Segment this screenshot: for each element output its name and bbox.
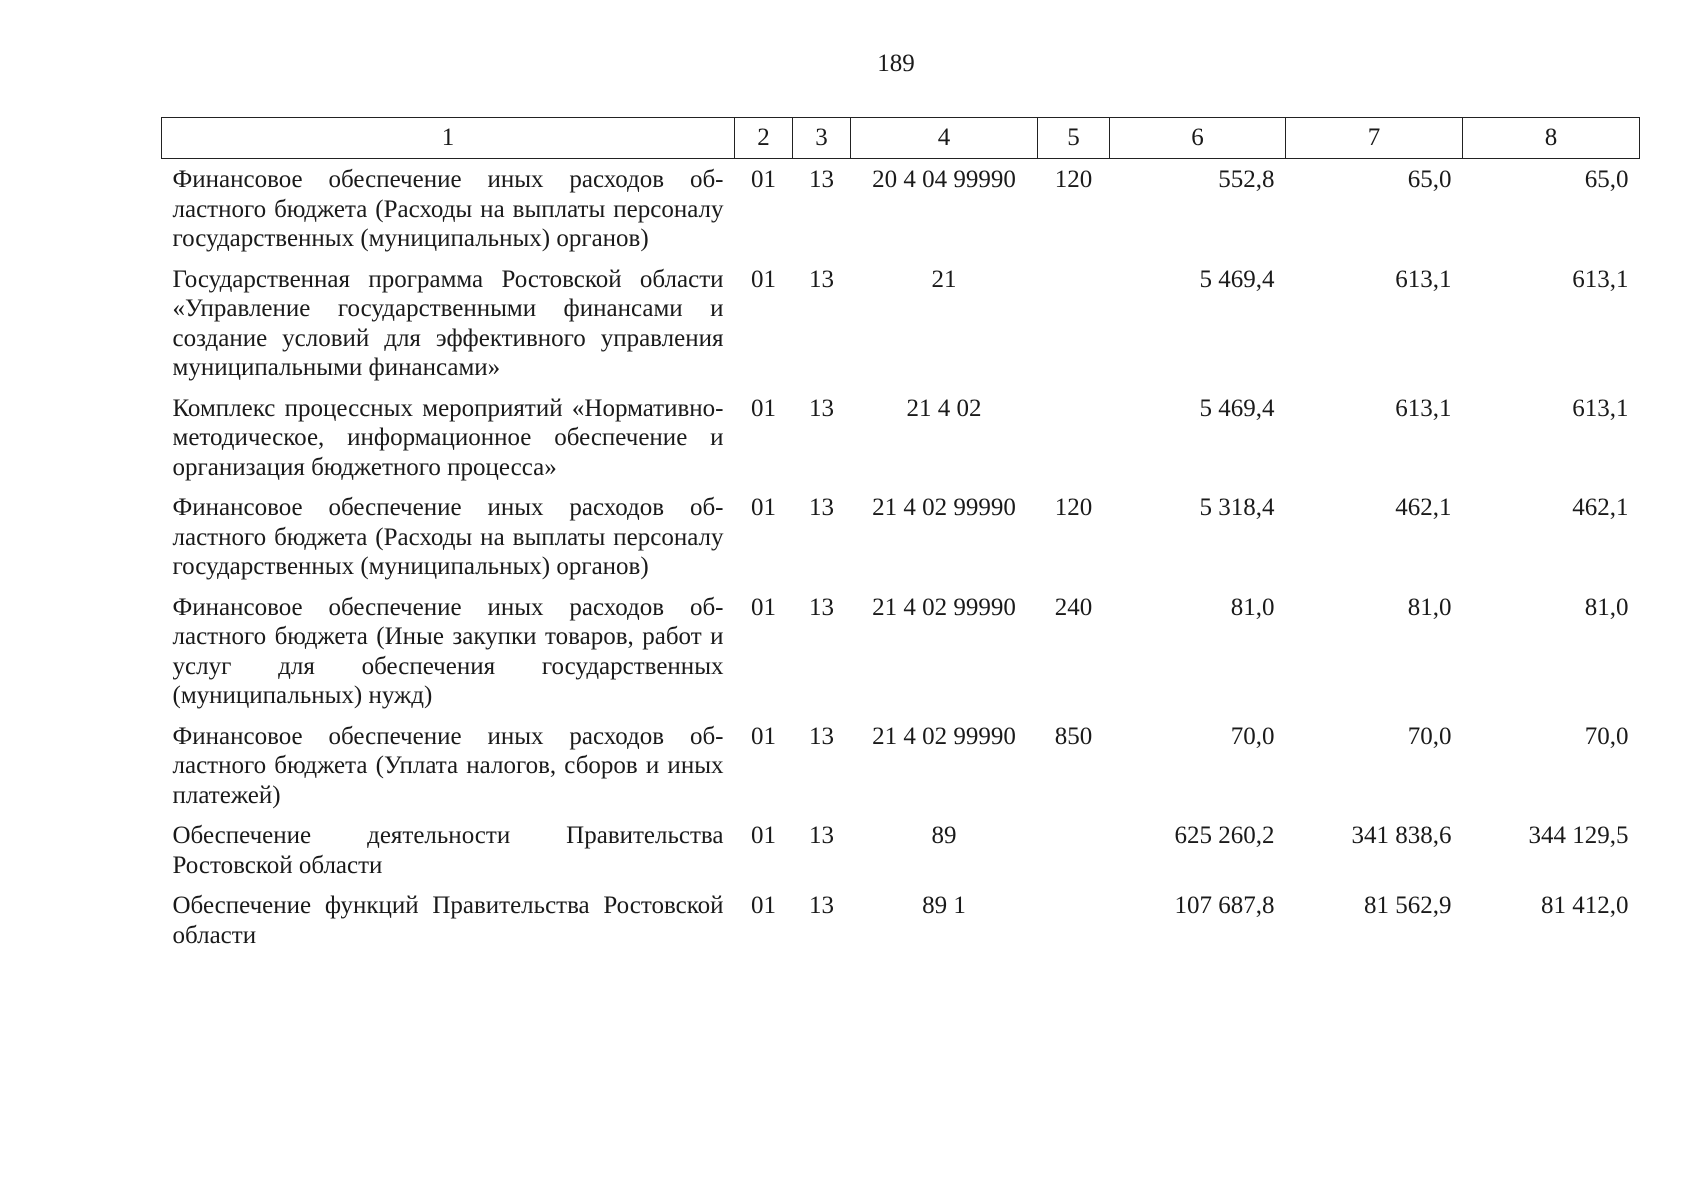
amount-col7: 462,1 — [1395, 494, 1452, 521]
page-number: 189 — [877, 50, 915, 77]
amount-col6: 70,0 — [1230, 722, 1275, 750]
expense-name: Финансовое обеспечение иных расходов областного бюджета (Расходы на выплаты персоналу государственных (муниципальных) органов) — [172, 494, 724, 580]
table-row — [162, 493, 1640, 593]
amount-col6: 625 260,2 — [1174, 822, 1275, 849]
target-article-code: 89 1 — [922, 892, 966, 919]
header-cell-4: 4 — [851, 118, 1038, 159]
header-cell-1: 1 — [162, 118, 735, 159]
section-code: 01 — [751, 166, 776, 193]
amount-col8: 613,1 — [1572, 265, 1629, 293]
amount-col8: 613,1 — [1572, 394, 1629, 422]
section-code: 01 — [751, 822, 776, 849]
amount-col7: 70,0 — [1407, 722, 1452, 750]
table-header — [162, 118, 1640, 159]
amount-col6: 5 469,4 — [1199, 265, 1275, 293]
header-cell-7: 7 — [1286, 118, 1463, 159]
section-code: 01 — [751, 394, 776, 422]
target-article-code: 20 4 04 99990 — [872, 166, 1016, 193]
amount-col7: 65,0 — [1407, 166, 1452, 193]
table-row — [162, 159, 1640, 265]
expense-name: Финансовое обеспечение иных расходов областного бюджета (Расходы на выплаты персоналу государственных (муниципальных) органов) — [172, 166, 724, 252]
target-article-code: 21 4 02 99990 — [872, 722, 1016, 750]
amount-col8: 344 129,5 — [1528, 822, 1629, 849]
target-article-code: 21 4 02 99990 — [872, 593, 1016, 621]
amount-col8: 81,0 — [1584, 593, 1629, 621]
section-code: 01 — [751, 494, 776, 521]
amount-col8: 70,0 — [1584, 722, 1629, 750]
amount-col6: 5 318,4 — [1199, 494, 1275, 521]
table-body — [162, 159, 1640, 962]
expense-name: Комплекс процессных мероприятий «Нормативно-методическое, информационное обеспечение и организация бюджетного процесса» — [172, 394, 724, 481]
header-row — [162, 118, 1640, 159]
amount-col7: 341 838,6 — [1351, 822, 1452, 849]
header-cell-5: 5 — [1038, 118, 1110, 159]
table-row — [162, 821, 1640, 891]
target-article-code: 89 — [931, 822, 957, 849]
subsection-code: 13 — [809, 265, 834, 293]
expense-name: Обеспечение функций Правительства Ростовской области — [172, 892, 724, 949]
subsection-code: 13 — [809, 494, 834, 521]
target-article-code: 21 4 02 — [906, 394, 982, 422]
expense-name: Государственная программа Ростовской области «Управление государственными финансами и создание условий для эффективного управления муниципальными финансами» — [172, 265, 724, 381]
table-row — [162, 394, 1640, 494]
subsection-code: 13 — [809, 722, 834, 750]
amount-col7: 613,1 — [1395, 265, 1452, 293]
subsection-code: 13 — [809, 892, 834, 919]
section-code: 01 — [751, 722, 776, 750]
table-row — [162, 265, 1640, 394]
subsection-code: 13 — [809, 394, 834, 422]
expense-name: Обеспечение деятельности Правительства Ростовской области — [172, 822, 724, 879]
expense-type-code: 850 — [1054, 722, 1093, 750]
target-article-code: 21 4 02 99990 — [872, 494, 1016, 521]
section-code: 01 — [751, 593, 776, 621]
amount-col8: 81 412,0 — [1541, 892, 1629, 919]
expense-name: Финансовое обеспечение иных расходов областного бюджета (Иные закупки товаров, работ и услуг для обеспечения государственных (муниципальных) нужд) — [172, 593, 724, 709]
header-cell-3: 3 — [793, 118, 851, 159]
section-code: 01 — [751, 265, 776, 293]
amount-col7: 613,1 — [1395, 394, 1452, 422]
table-row — [162, 593, 1640, 722]
header-cell-6: 6 — [1110, 118, 1286, 159]
amount-col8: 462,1 — [1572, 494, 1629, 521]
table-row — [162, 722, 1640, 822]
subsection-code: 13 — [809, 822, 834, 849]
subsection-code: 13 — [809, 166, 834, 193]
amount-col6: 107 687,8 — [1174, 892, 1275, 919]
amount-col6: 552,8 — [1218, 166, 1275, 193]
subsection-code: 13 — [809, 593, 834, 621]
header-cell-8: 8 — [1463, 118, 1640, 159]
section-code: 01 — [751, 892, 776, 919]
table-row — [162, 891, 1640, 961]
amount-col6: 5 469,4 — [1199, 394, 1275, 422]
expense-type-code — [1038, 394, 1110, 494]
target-article-code: 21 — [931, 265, 957, 293]
expense-type-code: 120 — [1054, 166, 1093, 193]
expense-type-code: 120 — [1054, 494, 1093, 521]
expense-name: Финансовое обеспечение иных расходов областного бюджета (Уплата налогов, сборов и иных платежей) — [172, 722, 724, 809]
expense-type-code — [1038, 821, 1110, 891]
budget-table — [161, 117, 1640, 961]
amount-col6: 81,0 — [1230, 593, 1275, 621]
expense-type-code — [1038, 891, 1110, 961]
expense-type-code — [1038, 265, 1110, 394]
expense-type-code: 240 — [1054, 593, 1093, 621]
amount-col7: 81 562,9 — [1364, 892, 1452, 919]
amount-col8: 65,0 — [1584, 166, 1629, 193]
amount-col7: 81,0 — [1407, 593, 1452, 621]
header-cell-2: 2 — [735, 118, 793, 159]
